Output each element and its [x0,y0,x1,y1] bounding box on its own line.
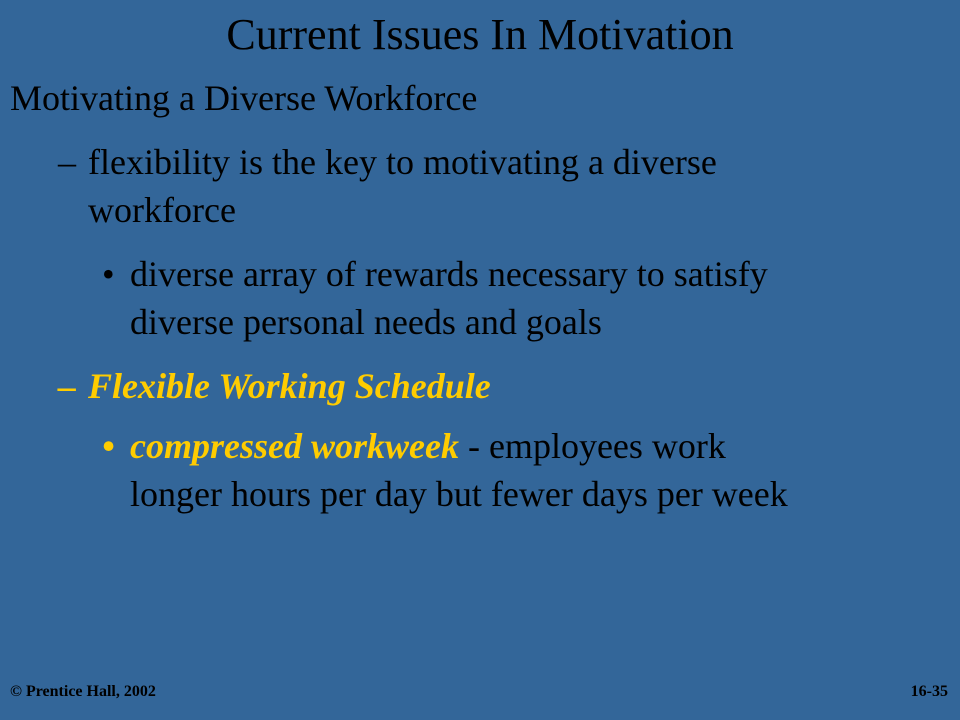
dash-item-text-line2: workforce [88,190,236,230]
dash-item-text-line1: Flexible Working Schedule [88,366,491,406]
dash-marker: – [58,366,76,406]
term-definition-part1: - employees work [458,426,726,466]
footer-copyright: © Prentice Hall, 2002 [10,683,156,700]
term-compressed-workweek: compressed workweek [130,426,459,466]
bullet-item-text-line2: longer hours per day but fewer days per week [130,474,788,514]
dash-marker: – [58,142,76,182]
section-heading: Motivating a Diverse Workforce [10,78,478,118]
dash-item-text-line1: flexibility is the key to motivating a diverse [88,142,717,182]
bullet-marker: • [102,426,115,466]
bullet-item-text-line1: diverse array of rewards necessary to satisfy [130,254,768,294]
footer-slide-number: 16-35 [910,683,948,700]
slide-title: Current Issues In Motivation [226,10,734,59]
bullet-item-text-line1 [130,422,726,470]
bullet-marker: • [102,254,115,294]
bullet-item-text-line2: diverse personal needs and goals [130,302,602,342]
